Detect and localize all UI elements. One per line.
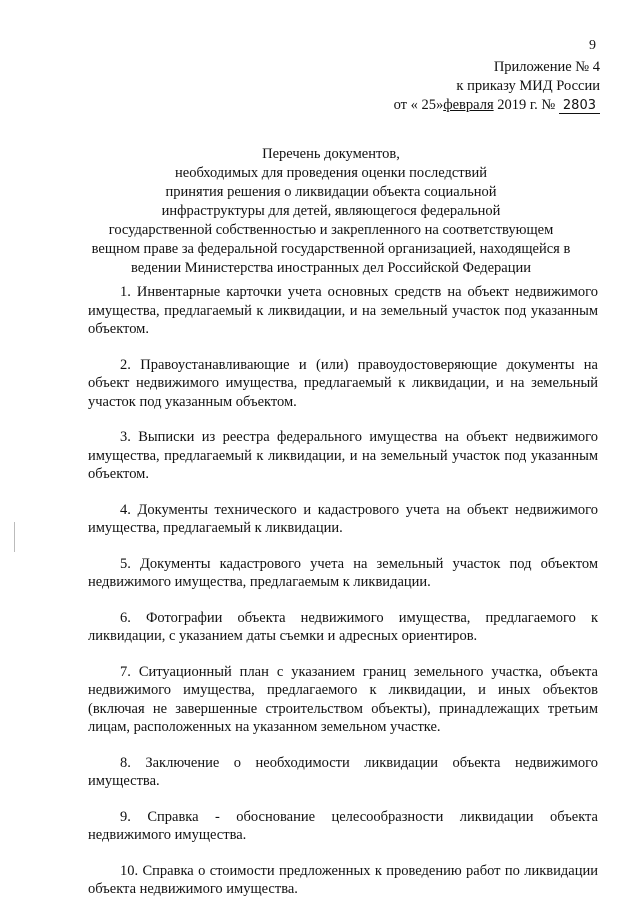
list-item: 1. Инвентарные карточки учета основных средств на объект недвижимого имущества, предлагаемый к ликвидации, и на земельный участок под указанным объектом. [88,284,598,337]
order-number: 2803 [559,98,600,114]
title-line: ведении Министерства иностранных дел Российской Федерации [131,260,531,276]
list-item: 10. Справка о стоимости предложенных к проведению работ по ликвидации объекта недвижимого имущества. [88,862,598,897]
annex-title: Приложение № 4 [493,59,600,75]
date-month: февраля [443,97,494,113]
list-item: 2. Правоустанавливающие и (или) правоудостоверяющие документы на объект недвижимого имущества, предлагаемый к ликвидации, и на земельный участок под указанным объектом. [88,356,598,410]
list-item: 3. Выписки из реестра федерального имущества на объект недвижимого имущества, предлагаемый к ликвидации, и на земельный участок под указанным объектом. [88,429,598,482]
list-item: 7. Ситуационный план с указанием границ земельного участка, объекта недвижимого имущества, предлагаемого к ликвидации, и иных объектов (включая не завершенные строительством объекты), принадлежащих третьим лицам, расположенных на указанном земельном участке. [88,663,598,735]
date-prefix: от [393,97,407,113]
scan-margin-mark [14,522,15,552]
date-day: « 25» [410,97,444,113]
annex-order-ref: к приказу МИД России [456,78,600,94]
list-item: 5. Документы кадастрового учета на земельный участок под объектом недвижимого имущества, предлагаемым к ликвидации. [88,555,598,590]
document-list [88,283,598,916]
list-item: 9. Справка - обоснование целесообразности ликвидации объекта недвижимого имущества. [88,808,598,843]
title-line: Перечень документов, [262,146,400,162]
title-line: вещном праве за федеральной государственной организацией, находящейся в [91,241,571,257]
list-item: 4. Документы технического и кадастрового учета на объект недвижимого имущества, предлагаемый к ликвидации. [88,501,598,536]
title-line: государственной собственностью и закрепленного на соответствующем [108,222,554,238]
title-line: необходимых для проведения оценки последствий [175,165,487,181]
document-title [86,145,576,278]
annex-header [394,58,600,115]
title-line: принятия решения о ликвидации объекта социальной [165,184,497,200]
page-number: 9 [589,38,596,53]
annex-date-line [394,96,600,115]
list-item: 8. Заключение о необходимости ликвидации объекта недвижимого имущества. [88,754,598,789]
list-item: 6. Фотографии объекта недвижимого имущества, предлагаемого к ликвидации, с указанием даты съемки и адресных ориентиров. [88,609,598,644]
title-line: инфраструктуры для детей, являющегося федеральной [161,203,501,219]
date-year: 2019 г. № [497,97,556,113]
